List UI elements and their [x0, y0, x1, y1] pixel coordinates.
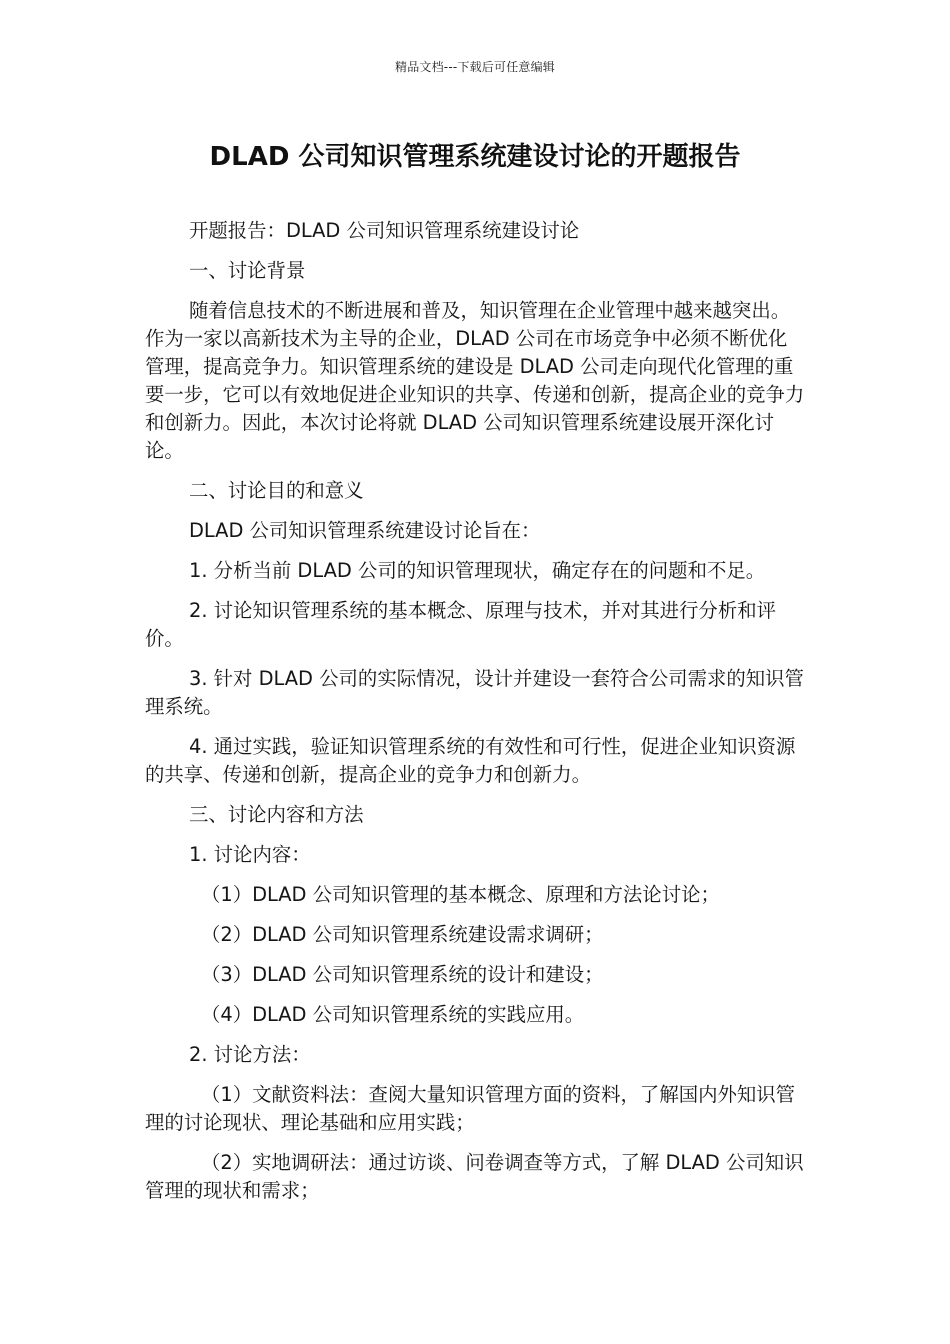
method-item-2: （2）实地调研法：通过访谈、问卷调查等方式，了解 DLAD 公司知识管理的现状和需求； [145, 1151, 804, 1202]
proposal-subject: 开题报告：DLAD 公司知识管理系统建设讨论 [189, 219, 580, 242]
purpose-item-2: 2. 讨论知识管理系统的基本概念、原理与技术，并对其进行分析和评价。 [145, 599, 776, 650]
content-item-3: （3）DLAD 公司知识管理系统的设计和建设； [201, 963, 604, 986]
purpose-intro: DLAD 公司知识管理系统建设讨论旨在： [189, 519, 541, 542]
purpose-item-4: 4. 通过实践，验证知识管理系统的有效性和可行性，促进企业知识资源的共享、传递和创新，提高企业的竞争力和创新力。 [145, 735, 796, 786]
section-heading-background: 一、讨论背景 [189, 259, 306, 282]
section-heading-content-methods: 三、讨论内容和方法 [189, 803, 364, 826]
background-paragraph: 随着信息技术的不断进展和普及，知识管理在企业管理中越来越突出。作为一家以高新技术为主导的企业，DLAD 公司在市场竞争中必须不断优化管理，提高竞争力。知识管理系统的建设是 DLAD 公司走向现代化管理的重要一步，它可以有效地促进企业知识的共享、传递和创新，提高企业的竞争力和创新力。因此，本次讨论将就 DLAD 公司知识管理系统建设展开深化讨论。 [145, 299, 805, 462]
content-item-4: （4）DLAD 公司知识管理系统的实践应用。 [201, 1003, 585, 1026]
document-body [145, 217, 805, 1217]
header-note: 精品文档---下载后可任意编辑 [395, 60, 555, 74]
content-item-1: （1）DLAD 公司知识管理的基本概念、原理和方法论讨论； [201, 883, 720, 906]
content-heading: 1. 讨论内容： [189, 843, 311, 866]
content-item-2: （2）DLAD 公司知识管理系统建设需求调研； [201, 923, 604, 946]
section-heading-purpose: 二、讨论目的和意义 [189, 479, 364, 502]
method-item-1: （1）文献资料法：查阅大量知识管理方面的资料，了解国内外知识管理的讨论现状、理论基础和应用实践； [145, 1083, 796, 1134]
document-title: DLAD 公司知识管理系统建设讨论的开题报告 [209, 142, 741, 172]
purpose-item-1: 1. 分析当前 DLAD 公司的知识管理现状，确定存在的问题和不足。 [189, 559, 766, 582]
purpose-item-3: 3. 针对 DLAD 公司的实际情况，设计并建设一套符合公司需求的知识管理系统。 [145, 667, 804, 718]
methods-heading: 2. 讨论方法： [189, 1043, 311, 1066]
